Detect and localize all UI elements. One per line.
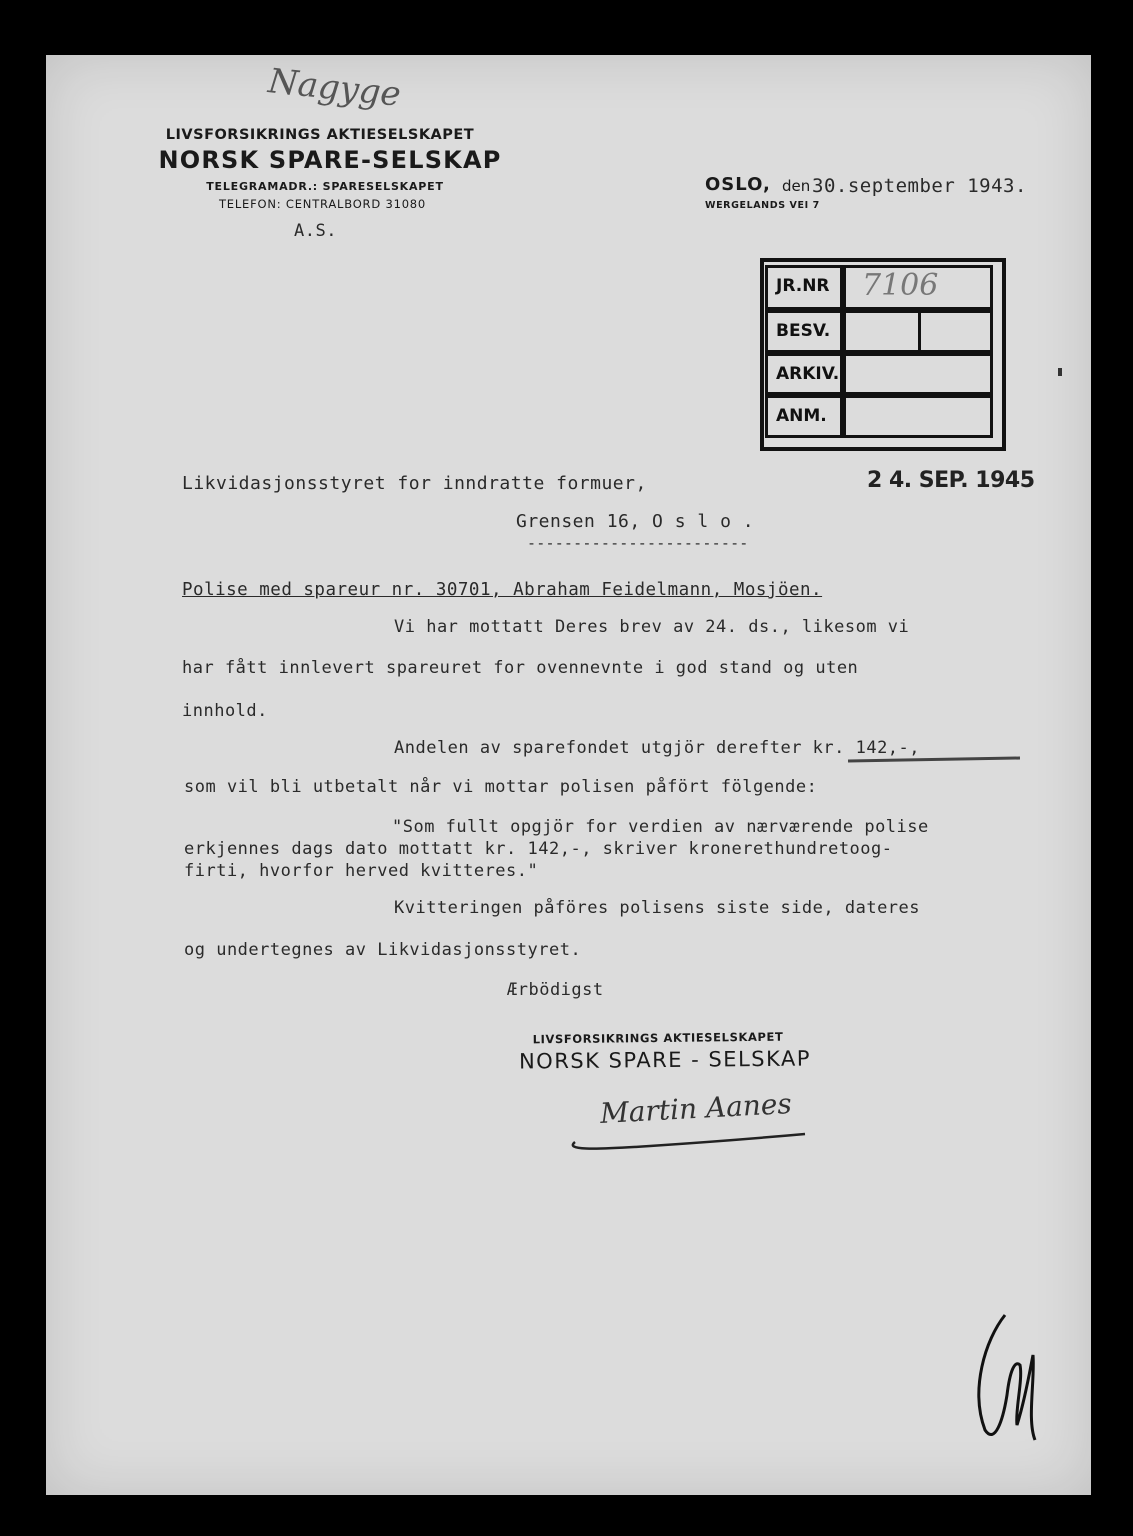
body-line: har fått innlevert spareuret for ovennevnte i god stand og uten <box>182 658 859 678</box>
stamp-label-besv: BESV. <box>765 310 843 353</box>
letterhead-company: NORSK SPARE-SELSKAP <box>158 146 502 174</box>
letterhead-line1: LIVSFORSIKRINGS AKTIESELSKAPET <box>165 127 475 143</box>
handwritten-signature: Martin Aanes <box>599 1087 793 1130</box>
recipient-name: Likvidasjonsstyret for inndratte formuer, <box>182 473 647 494</box>
body-line: som vil bli utbetalt når vi mottar polisen påfört fölgende: <box>184 777 818 797</box>
stamp-label-jrnr: JR.NR <box>765 265 843 310</box>
body-line: Vi har mottatt Deres brev av 24. ds., likesom vi <box>394 617 910 637</box>
body-line: innhold. <box>182 701 268 721</box>
body-line: Kvitteringen påföres polisens siste side, dateres <box>394 898 921 918</box>
recipient-address: Grensen 16, O s l o . <box>516 511 755 532</box>
quote-line: "Som fullt opgjör for verdien av nærværende polise <box>392 817 929 837</box>
street-address: WERGELANDS VEI 7 <box>705 200 820 211</box>
subject-line: Polise med spareur nr. 30701, Abraham Feidelmann, Mosjöen. <box>182 580 823 600</box>
stamp-value-besv-a <box>843 310 921 353</box>
letter-date: 30.september 1943. <box>812 175 1027 197</box>
handwritten-initials <box>965 1300 1055 1450</box>
stamp-jrnr-handwritten: 7106 <box>862 268 939 303</box>
letterhead-telegram: TELEGRAMADR.: SPARESELSKAPET <box>206 180 444 193</box>
stamp-label-arkiv: ARKIV. <box>765 353 843 395</box>
closing: Ærbödigst <box>507 980 604 1000</box>
body-line: og undertegnes av Likvidasjonsstyret. <box>184 940 582 960</box>
stamp-value-arkiv <box>843 353 993 395</box>
handwritten-note: Nagyge <box>266 61 403 115</box>
address-underline-dashes: ------------------------ <box>527 534 749 552</box>
quote-line: firti, hvorfor herved kvitteres." <box>184 861 539 881</box>
stamp-value-anm <box>843 395 993 438</box>
margin-mark <box>1058 368 1062 376</box>
place-den: den <box>782 177 811 195</box>
signature-company-line1: LIVSFORSIKRINGS AKTIESELSKAPET <box>532 1029 784 1047</box>
stamp-label-anm: ANM. <box>765 395 843 438</box>
reference-initials: A.S. <box>294 221 337 241</box>
stamp-value-besv-b <box>918 310 993 353</box>
place-city: OSLO, <box>705 174 771 195</box>
signature-company: NORSK SPARE - SELSKAP <box>518 1046 812 1074</box>
body-line: Andelen av sparefondet utgjör derefter kr. 142,-, <box>394 738 921 758</box>
quote-line: erkjennes dags dato mottatt kr. 142,-, skriver kronerethundretoog- <box>184 839 893 859</box>
letterhead-phone: TELEFON: CENTRALBORD 31080 <box>218 197 427 211</box>
signature-flourish <box>560 1120 820 1160</box>
received-date-stamp: 2 4. SEP. 1945 <box>867 468 1035 493</box>
